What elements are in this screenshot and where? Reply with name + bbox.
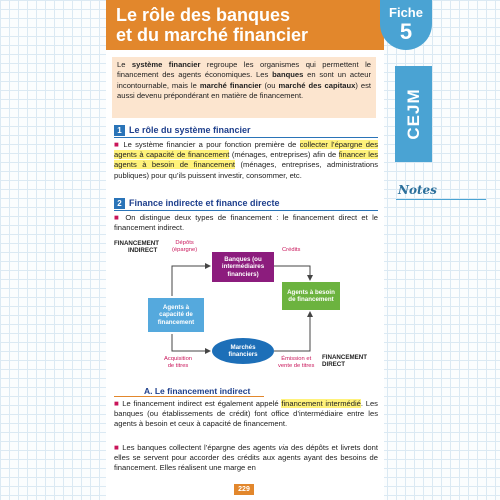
section-1-title: Le rôle du système financier xyxy=(129,125,251,135)
section-2-paragraph xyxy=(114,213,378,233)
intro-bold-term: marché des capitaux xyxy=(278,80,356,90)
paragraph-text: Le système financier a pour fonction première de xyxy=(123,140,300,149)
bullet-icon: ■ xyxy=(114,213,122,222)
italic-text: via xyxy=(278,443,289,452)
intro-bold-term: banques xyxy=(272,70,304,80)
subsection-a-paragraph-2 xyxy=(114,443,378,474)
intro-bold-term: système financier xyxy=(131,60,201,69)
node-text: financiers) xyxy=(227,270,259,278)
label-line: INDIRECT xyxy=(128,247,158,255)
paragraph-text: Les banques collectent l’épargne des agents xyxy=(122,443,279,452)
label-line: de titres xyxy=(167,363,189,369)
section-2-heading xyxy=(114,197,280,209)
paragraph-text: . Les banques (ou établissements de crédit) font office d’intermédiaire entre les agents à besoin et ceux à capacité de financement. xyxy=(114,399,378,429)
intro-text: regroupe les organismes qui permettent le financement des agents économiques. Les xyxy=(117,60,371,80)
paragraph-text: (ménages, entreprises) afin de xyxy=(229,150,339,160)
label-line: Crédits xyxy=(282,247,301,253)
node-text: intermédiaires xyxy=(221,263,265,271)
notes-label: Notes xyxy=(398,183,437,197)
label-line: FINANCEMENT xyxy=(114,240,160,247)
label-line: Acquisition xyxy=(164,356,193,362)
section-1-rule xyxy=(114,137,378,138)
label-line: vente de titres xyxy=(278,363,315,369)
side-tab-label: CEJM xyxy=(403,88,423,140)
label-line: Dépôts xyxy=(175,240,194,246)
intro-text: Le xyxy=(117,60,132,69)
subsection-a-paragraph-1 xyxy=(114,399,378,430)
paragraph-text: Le financement indirect est également appelé xyxy=(122,399,282,408)
node-text: capacité de xyxy=(159,311,193,319)
node-text: Banques (ou xyxy=(224,255,262,263)
intro-bold-term: marché financier xyxy=(199,80,262,90)
arrow-acquisition xyxy=(172,334,210,351)
label-line: (épargne) xyxy=(172,247,198,253)
label-deposits xyxy=(172,240,197,254)
node-banks xyxy=(212,252,274,282)
node-text: Marchés xyxy=(230,343,256,351)
section-2-rule xyxy=(114,210,378,211)
fiche-number: 5 xyxy=(399,19,413,44)
label-line: Émission et xyxy=(281,356,312,362)
bullet-icon: ■ xyxy=(114,443,120,452)
label-credits xyxy=(282,247,300,254)
node-text: Agents à besoin xyxy=(287,288,335,296)
label-acquisition xyxy=(164,356,192,370)
section-1-number: 1 xyxy=(114,125,125,136)
fiche-badge xyxy=(380,0,432,50)
notes-underline xyxy=(396,199,486,200)
paragraph-text: On distingue deux types de financement : le financement direct et le financement indirect. xyxy=(114,213,378,233)
arrow-credits xyxy=(274,266,310,280)
intro-text: en sont un acteur incontournable, mais le xyxy=(117,70,372,90)
page-number: 229 xyxy=(234,484,254,495)
subsection-a-rule xyxy=(114,396,264,397)
intro-text: ) est aussi devenu prépondérant en matière de financement. xyxy=(117,80,371,101)
label-line: FINANCEMENT xyxy=(322,354,368,361)
paragraph-text: (ménages, entreprises, administrations publiques) pour qu’ils puissent investir, consommer, etc. xyxy=(114,160,379,180)
node-borrowers xyxy=(282,282,340,310)
node-financial-markets xyxy=(212,338,274,364)
label-indirect-financing xyxy=(114,240,159,254)
intro-box xyxy=(112,57,376,118)
section-1-heading xyxy=(114,124,251,136)
highlighted-text: financer les agents à besoin de financement xyxy=(114,150,378,170)
bullet-icon: ■ xyxy=(114,140,121,149)
node-savers xyxy=(148,298,204,332)
section-2-number: 2 xyxy=(114,198,125,209)
label-direct-financing xyxy=(322,354,367,368)
title-line-2: et du marché financier xyxy=(116,25,309,45)
fiche-label: Fiche xyxy=(389,5,423,20)
arrow-deposits xyxy=(172,266,210,296)
paragraph-text: des dépôts et livrets dont elles se servent pour accorder des crédits aux agents ayant des besoins de financement. Elles réalisent une marge en xyxy=(114,443,378,473)
node-text: financement xyxy=(157,318,195,326)
highlighted-text: financement intermédié xyxy=(281,399,361,408)
intro-text: (ou xyxy=(261,80,279,90)
page-title xyxy=(116,5,378,45)
section-2-title: Finance indirecte et finance directe xyxy=(129,198,280,208)
section-1-paragraph xyxy=(114,140,378,181)
subsection-a-title: A. Le financement indirect xyxy=(144,386,251,396)
node-text: financiers xyxy=(228,351,258,358)
node-text: de financement xyxy=(288,296,334,303)
node-text: Agents à xyxy=(162,303,190,311)
arrow-emission xyxy=(274,312,310,351)
financing-diagram xyxy=(112,238,378,376)
label-emission xyxy=(278,356,314,370)
title-line-1: Le rôle des banques xyxy=(116,5,291,25)
highlighted-text: collecter l’épargne des agents à capacité de financement xyxy=(114,140,378,160)
label-line: DIRECT xyxy=(322,361,346,369)
bullet-icon: ■ xyxy=(114,399,120,408)
side-tab-cejm xyxy=(395,66,432,162)
